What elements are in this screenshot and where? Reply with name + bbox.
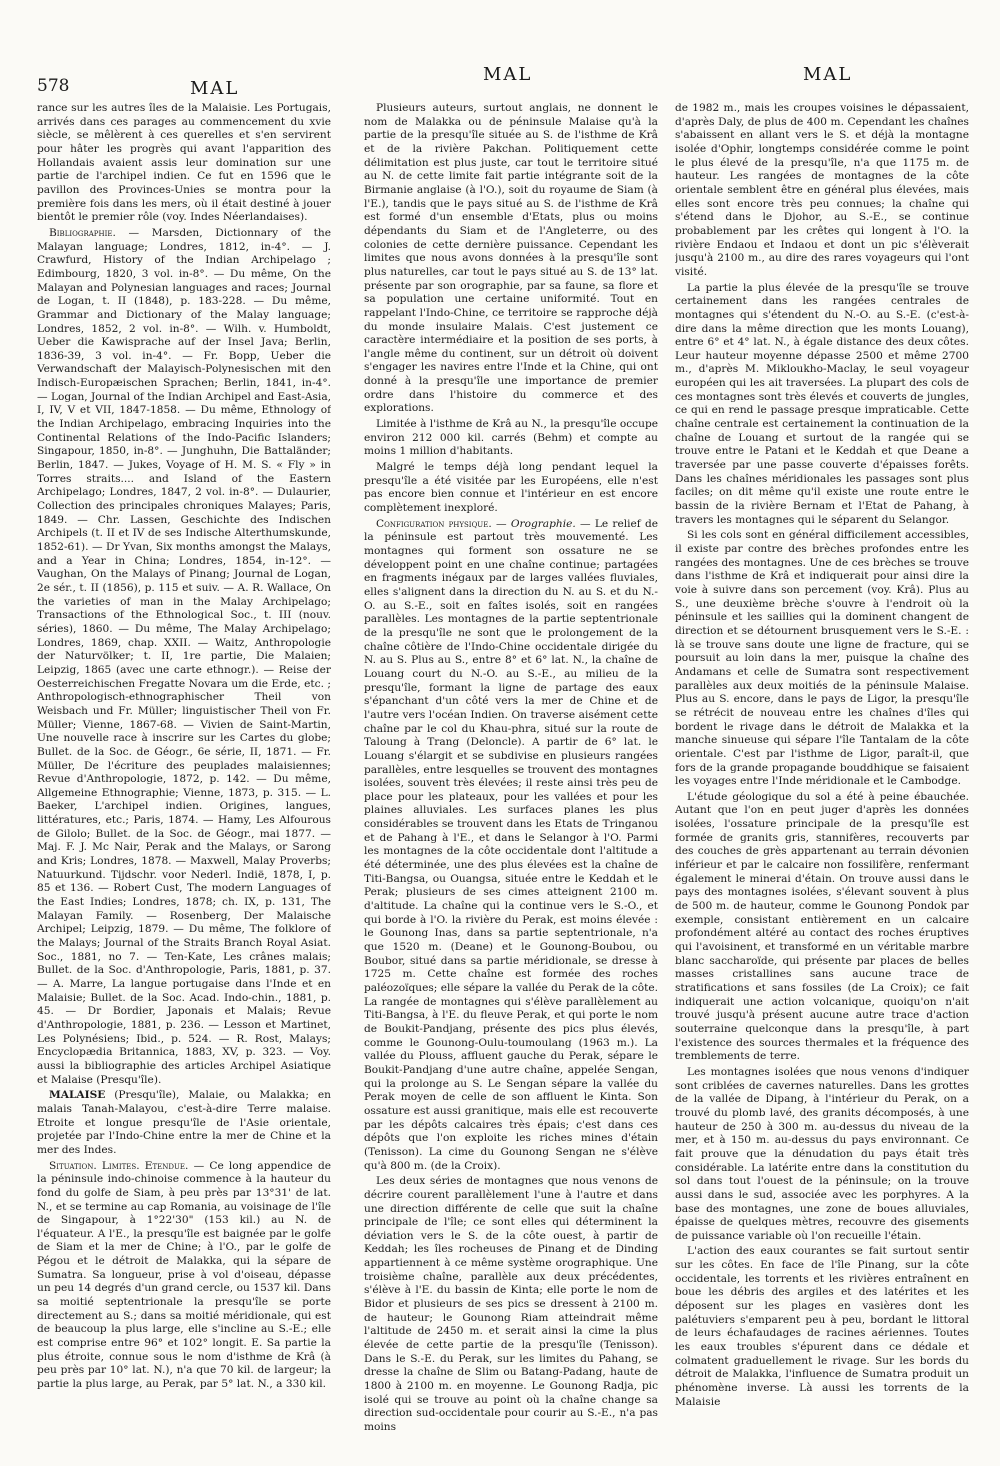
- paragraph: Si les cols sont en général difficilement accessibles, il existe par contre des brèches profondes entre les rangées des montagnes. Une de ces brèches se trouve dans l'isthme de Krâ et indiquerait pour ainsi dire la voie à suivre dans son percement (voy. Krâ). Plus au S., une deuxième brèche s'ouvre à l'endroit où la péninsule et les saillies qui la dominent changent de direction et se détournent brusquement vers le S.-E. : là se trouve sans doute une ligne de fracture, qui se poursuit au loin dans la mer, puisque la chaîne des Andamans et celle de Sumatra sont respectivement parallèles aux deux moitiés de la péninsule Malaise. Plus au S. encore, dans le pays de Ligor, la presqu'île se rétrécit de nouveau entre les chaînes d'îles qui bordent le rivage dans le détroit de Malakka et la manche sinueuse qui sépare l'île Tantalam de la côte orientale. C'est par l'isthme de Ligor, paraît-il, que fors de la grande propagande bouddhique se faisaient les voyages entre l'Inde méridionale et le Cambodge.: [675, 529, 969, 788]
- paragraph: rance sur les autres îles de la Malaisie. Les Portugais, arrivés dans ces parages au commencement du xvie siècle, se mêlèrent à ces querelles et s'en servirent pour hâter les progrès qui avant l'apparition des Hollandais avaient assis leur domination sur une partie de l'archipel indien. Ce fut en 1596 que le pavillon des Provinces-Unies se montra pour la première fois dans les mers, où il était destiné à jouer bientôt le premier rôle (voy. Indes Néerlandaises).: [37, 102, 331, 224]
- paragraph: de 1982 m., mais les croupes voisines le dépassaient, d'après Daly, de plus de 400 m. Cependant les chaînes s'abaissent en allant vers le S. et déjà la montagne isolée d'Ophir, longtemps considérée comme le point le plus élevé de la presqu'île, n'a que 1175 m. de hauteur. Les rangées de montagnes de la côte orientale semblent être en général plus élevées, mais elles sont encore très peu connues; la chaîne qui s'étend dans le Djohor, au S.-E., se continue probablement par les crêtes qui longent à l'O. la rivière Endaou et Indaou et dont un pic s'élèverait jusqu'à 2100 m., au dire des rares voyageurs qui l'ont visité.: [675, 102, 969, 278]
- paragraph-entry-head: [37, 1089, 331, 1157]
- section-label: Situation. Limites. Etendue.: [49, 1159, 189, 1172]
- subsection-label: — Orographie. —: [495, 517, 591, 530]
- column-2: [364, 102, 658, 1457]
- page-number: 578: [37, 76, 70, 96]
- paragraph-bibliography: [37, 227, 331, 1087]
- paragraph-text: — Marsden, Dictionnary of the Malayan language; Londres, 1812, in-4°. — J. Crawfurd, History of the Indian Archipelago ; Edimbourg, 1820, 3 vol. in-8°. — Du même, On the Malayan and Polynesian languages and races; Journal de Logan, t. II (1848), p. 183-228. — Du même, Grammar and Dictionary of the Malay language; Londres, 1852, 2 vol. in-8°. — Wilh. v. Humboldt, Ueber die Kawisprache auf der Insel Java; Berlin, 1836-39, 3 vol. in-4°. — Fr. Bopp, Ueber die Verwandschaft der Malayisch-Polynesischen mit den Indisch-Europæischen Sprachen; Berlin, 1841, in-4°. — Logan, Journal of the Indian Archipel and East-Asia, I, IV, V et VII, 1847-1858. — Du même, Ethnology of the Indian Archipelago, embracing Inquiries into the Continental Relations of the Indo-Pacific Islanders; Singapour, 1850, in-8°. — Junghuhn, Die Battaländer; Berlin, 1847. — Jukes, Voyage of H. M. S. « Fly » in Torres straits.... and Island of the Eastern Archipelago; Londres, 1847, 2 vol. in-8°. — Dulaurier, Collection des principales chroniques Malayes; Paris, 1849. — Chr. Lassen, Geschichte des Indischen Archipels (t. II et IV de ses Indische Alterthumskunde, 1852-61). — Dr Yvan, Six months amongst the Malays, and a Year in China; Londres, 1854, in-12°. — Vaughan, On the Malays of Pinang; Journal de Logan, 2e sér., t. II (1856), p. 115 et suiv. — A. R. Wallace, On the varieties of man in the Malay Archipelago; Transactions of the Ethnological Soc., t. III (nouv. séries), 1860. — Du même, The Malay Archipelago; Londres, 1869, chap. XXII. — Waitz, Anthropologie der Naturvölker; t. II, 1re partie, Die Malaien; Leipzig, 1865 (avec une carte ethnogr.). — Reise der Oesterreichischen Fregatte Novara um die Erde, etc. ; Anthropologisch-ethnographischer Theil von Weisbach und Fr. Müller; linguistischer Theil von Fr. Müller; Vienne, 1867-68. — Vivien de Saint-Martin, Une nouvelle race à inscrire sur les Cartes du globe; Bullet. de la Soc. de Géogr., 6e série, II, 1871. — Fr. Müller, De l'écriture des peuplades malaisiennes; Revue d'Anthropologie, 1872, p. 142. — Du même, Allgemeine Ethnographie; Vienne, 1873, p. 315. — L. Baeker, L'archipel indien. Origines, langues, littératures, etc.; Paris, 1874. — Hamy, Les Alfourous de Gilolo; Bullet. de la Soc. de Géogr., mai 1877. — Maj. F. J. Mc Nair, Perak and the Malays, or Sarong and Kris; Londres, 1878. — Maxwell, Malay Proverbs; Natuurkund. Tijdschr. voor Nederl. Indië, 1878, I, p. 85 et 136. — Robert Cust, The modern Languages of the East Indies; Londres, 1878; ch. IX, p. 131, The Malayan Family. — Rosenberg, Der Malaische Archipel; Leipzig, 1879. — Du même, The folklore of the Malays; Journal of the Straits Branch Royal Asiat. Soc., 1881, no 7. — Ten-Kate, Les crânes malais; Bullet. de la Soc. d'Anthropologie, Paris, 1881, p. 37. — A. Marre, La langue portugaise dans l'Inde et en Malaisie; Bullet. de la Soc. Acad. Indo-chin., 1881, p. 45. — Dr Bordier, Japonais et Malais; Revue d'Anthropologie, 1881, p. 236. — Lesson et Martinet, Les Polynésiens; Ibid., p. 524. — R. Rost, Malays; Encyclopædia Britannica, 1883, XV, p. 323. — Voy. aussi la bibliographie des articles Archipel Asiatique et Malaise (Presqu'île).: [37, 226, 331, 1086]
- paragraph-text: (Presqu'île), Malaie, ou Malakka; en malais Tanah-Malayou, c'est-à-dire Terre malaise. Etroite et longue presqu'île de l'Asie orientale, projetée par l'Indo-Chine entre la mer de Chine et la mer des Indes.: [37, 1089, 331, 1156]
- paragraph: Les montagnes isolées que nous venons d'indiquer sont criblées de cavernes naturelles. Dans les grottes de la vallée de Dipang, à l'intérieur du Perak, on a trouvé du plomb lavé, des granits décomposés, à une hauteur de 250 à 300 m. au-dessus du niveau de la mer, et à 150 m. au-dessus du pays environnant. Ce fait prouve que la dénudation du pays était très considérable. La latérite entre dans la constitution du sol dans tout l'ouest de la péninsule; on la trouve aussi dans le sud, associée avec les porphyres. A la base des montagnes, une zone de boues alluviales, épaisse de quelques mètres, recouvre des gisements de puissance variable où l'on recueille l'étain.: [675, 1065, 969, 1242]
- section-label: Configuration physique.: [376, 517, 492, 530]
- paragraph-situation: [37, 1160, 331, 1392]
- paragraph-text: — Ce long appendice de la péninsule indo-chinoise commence à la hauteur du fond du golfe de Siam, à peu près par 13°31' de lat. N., et se termine au cap Romania, au voisinage de l'île de Singapour, à 1°22'30" (153 kil.) au N. de l'équateur. A l'E., la presqu'île est baignée par le golfe de Siam et la mer de Chine; à l'O., par le golfe de Pégou et le détroit de Malakka, qui la sépare de Sumatra. Sa longueur, prise à vol d'oiseau, dépasse un peu 14 degrés d'un grand cercle, ou 1537 kil. Dans sa moitié septentrionale la presqu'île se porte directement au S.; dans sa moitié méridionale, qui est de beaucoup la plus large, elle s'incline au S.-E.; elle est comprise entre 96° et 102° longit. E. Sa partie la plus étroite, connue sous le nom d'isthme de Krâ (à peu près par 10° lat. N.), n'a que 70 kil. de largeur; la partie la plus large, au Perak, par 5° lat. N., a 330 kil.: [37, 1159, 331, 1391]
- running-head-right: MAL: [803, 64, 853, 85]
- paragraph-configuration: [364, 518, 658, 1174]
- column-3: [675, 102, 969, 1457]
- paragraph: Malgré le temps déjà long pendant lequel la presqu'île a été visitée par les Européens, elle n'est pas encore bien connue et l'intérieur en est encore complètement inexploré.: [364, 461, 658, 515]
- paragraph: Limitée à l'isthme de Krâ au N., la presqu'île occupe environ 212 000 kil. carrés (Behm) et compte au moins 1 million d'habitants.: [364, 418, 658, 458]
- paragraph: L'action des eaux courantes se fait surtout sentir sur les côtes. En face de l'île Pinang, sur la côte occidentale, les torrents et les rivières entraînent en boue les débris des argiles et des latérites et les déposent sur les plages en vasières dont les palétuviers s'emparent peu à peu, bordant le littoral de leurs échafaudages de racines aériennes. Toutes les eaux troubles s'épurent dans ce dédale et colmatent graduellement le rivage. Sur les bords du détroit de Malakka, l'influence de Sumatra produit un phénomène inverse. Là aussi les torrents de la Malaisie: [675, 1245, 969, 1408]
- paragraph: La partie la plus élevée de la presqu'île se trouve certainement dans les rangées centrales de montagnes qui s'étendent du N.-O. au S.-E. (c'est-à-dire dans la même direction que les monts Louang), entre 6° et 4° lat. N., à égale distance des deux côtes. Leur hauteur moyenne dépasse 2500 et même 2700 m., d'après M. Mikloukho-Maclay, le seul voyageur européen qui les ait traversées. La plupart des cols de ces montagnes sont très élevés et couverts de jungles, ce qui en rend le passage presque impraticable. Cette chaîne centrale est certainement la continuation de la chaîne de Louang et surtout de la rangée qui se trouve entre le Patani et le Keddah et que Deane a traversée par une passe couverte d'épaisses forêts. Dans les chaînes méridionales les passages sont plus faciles; on dit même qu'il existe une route entre le bassin de la rivière Bernam et l'Etat de Pahang, à travers les montagnes qui le séparent du Selangor.: [675, 281, 969, 526]
- entry-headword: MALAISE: [49, 1089, 106, 1102]
- column-1: [37, 102, 331, 1457]
- paragraph: Plusieurs auteurs, surtout anglais, ne donnent le nom de Malakka ou de péninsule Malaise qu'à la partie de la presqu'île située au S. de l'isthme de Krâ et de la rivière Pakchan. Politiquement cette délimitation est plus juste, car tout le territoire situé au N. de cette limite fait partie intégrante soit de la Birmanie anglaise (à l'O.), soit du royaume de Siam (à l'E.), tandis que le pays situé au S. de l'isthme de Krâ est formé d'un ensemble d'Etats, plus ou moins dépendants du Siam et de l'Angleterre, ou des colonies de cette dernière puissance. Cependant les limites que nous avons données à la presqu'île sont plus naturelles, car tout le pays situé au S. de 13° lat. présente par son orographie, par sa faune, sa flore et sa population une certaine uniformité. Tout en rappelant l'Indo-Chine, ce territoire se rapproche déjà du monde insulaire Malais. C'est justement ce caractère intermédiaire et la position de ses ports, à l'angle même du continent, sur un détroit où doivent s'engager les navires entre l'Inde et la Chine, qui ont donné à la presqu'île une importance de premier ordre dans l'histoire du commerce et des explorations.: [364, 102, 658, 415]
- section-label: Bibliographie.: [49, 226, 116, 239]
- paragraph: L'étude géologique du sol a été à peine ébauchée. Autant que l'on en peut juger d'après les données isolées, l'ossature principale de la presqu'île est formée de granits gris, stannifères, recouverts par des couches de grès appartenant au terrain dévonien inférieur et par le calcaire non fossilifère, renfermant également le minerai d'étain. On trouve aussi dans le pays des montagnes isolées, s'élevant souvent à plus de 500 m. de hauteur, comme le Gounong Pondok par exemple, consistant entièrement en un calcaire profondément altéré au contact des roches éruptives qui l'avoisinent, et transformé en un véritable marbre blanc saccharoïde, qui présente par places de belles masses cristallines sans aucune trace de stratifications et sans fossiles (de La Croix); ce fait indiquerait une action volcanique, quoiqu'on n'ait trouvé jusqu'à présent aucune autre trace d'action souterraine quelconque dans la presqu'île, à part l'existence des sources thermales et la fréquence des tremblements de terre.: [675, 790, 969, 1063]
- running-head-middle: MAL: [483, 64, 533, 85]
- paragraph-text: Le relief de la péninsule est partout très mouvementé. Les montagnes qui forment son ossature ne se développent point en une chaîne continue; partagées en fragments inégaux par de larges vallées fluviales, elles s'alignent dans la direction du N. au S. et du N.-O. au S.-E., soit en faîtes isolés, soit en rangées parallèles. Les montagnes de la partie septentrionale de la presqu'île ne sont que le prolongement de la chaîne côtière de l'Indo-Chine occidentale dirigée du N. au S. Plus au S., entre 8° et 6° lat. N., la chaîne de Louang court du N.-O. au S.-E., au milieu de la presqu'île, formant la ligne de partage des eaux s'épanchant d'un côté vers la mer de Chine et de l'autre vers l'océan Indien. On traverse aisément cette chaîne par le col du Khau-phra, situé sur la route de Taloung à Trang (Deloncle). A partir de 6° lat. le Louang s'élargit et se subdivise en plusieurs rangées parallèles, entre lesquelles se trouvent des montagnes isolées, souvent très élevées; il reste ainsi très peu de place pour les plateaux, pour les vallées et pour les plaines alluviales. Les surfaces planes les plus considérables se trouvent dans les Etats de Tringanou et de Pahang à l'E., et dans le Selangor à l'O. Parmi les montagnes de la côte occidentale dont l'altitude a été déterminée, une des plus élevées est la chaîne de Titi-Bangsa, ou Ouangsa, située entre le Keddah et le Perak; plusieurs de ses cimes atteignent 2100 m. d'altitude. La chaîne qui la continue vers le S.-O., et qui borde à l'O. la rivière du Perak, est moins élevée : le Gounong Inas, dans sa partie septentrionale, n'a que 1520 m. (Deane) et le Gounong-Boubou, ou Boubor, situé dans sa partie méridionale, se dresse à 1725 m. Cette chaîne est formée des roches paléozoïques; elle sépare la vallée du Perak de la côte. La rangée de montagnes qui s'élève parallèlement au Titi-Bangsa, à l'E. du fleuve Perak, et qui porte le nom de Boukit-Pandjang, présente des pics plus élevés, comme le Gounong-Oulu-toumoulang (1963 m.). La vallée du Plouss, affluent gauche du Perak, sépare le Boukit-Pandjang d'une autre chaîne, appelée Sengan, qui la prolonge au S. Le Sengan sépare la vallée du Perak moyen de celle de son affluent le Kinta. Son ossature est aussi granitique, mais elle est recouverte par les dépôts calcaires très épais; c'est dans ces dépôts que l'on exploite les riches mines d'étain (Tenisson). La cime du Gounong Sengan ne s'élève qu'à 800 m. (de la Croix).: [364, 517, 658, 1172]
- paragraph: Les deux séries de montagnes que nous venons de décrire courent parallèlement l'une à l'autre et dans une direction différente de celle que suit la chaîne principale de l'île; ce sont elles qui déterminent la déviation vers le S. de la côte ouest, à partir de Keddah; les îles rocheuses de Pinang et de Dinding appartiennent à ce même système orographique. Une troisième chaîne, parallèle aux deux précédentes, s'élève à l'E. du bassin de Kinta; elle porte le nom de Bidor et plusieurs de ses pics se dressent à 2100 m. de hauteur; le Gounong Riam atteindrait même l'altitude de 2450 m. et serait ainsi la cime la plus élevée de cette partie de la presqu'île (Tenisson). Dans le S.-E. du Perak, sur les limites du Pahang, se dresse la chaîne de Slim ou Batang-Padang, haute de 1800 à 2100 m. en moyenne. Le Gounong Radja, pic isolé qui se trouve au point où la chaîne change sa direction sud-occidentale pour courir au S.-E., n'a pas moins: [364, 1175, 658, 1433]
- running-head-left: MAL: [190, 78, 240, 99]
- page-header: [0, 58, 1000, 98]
